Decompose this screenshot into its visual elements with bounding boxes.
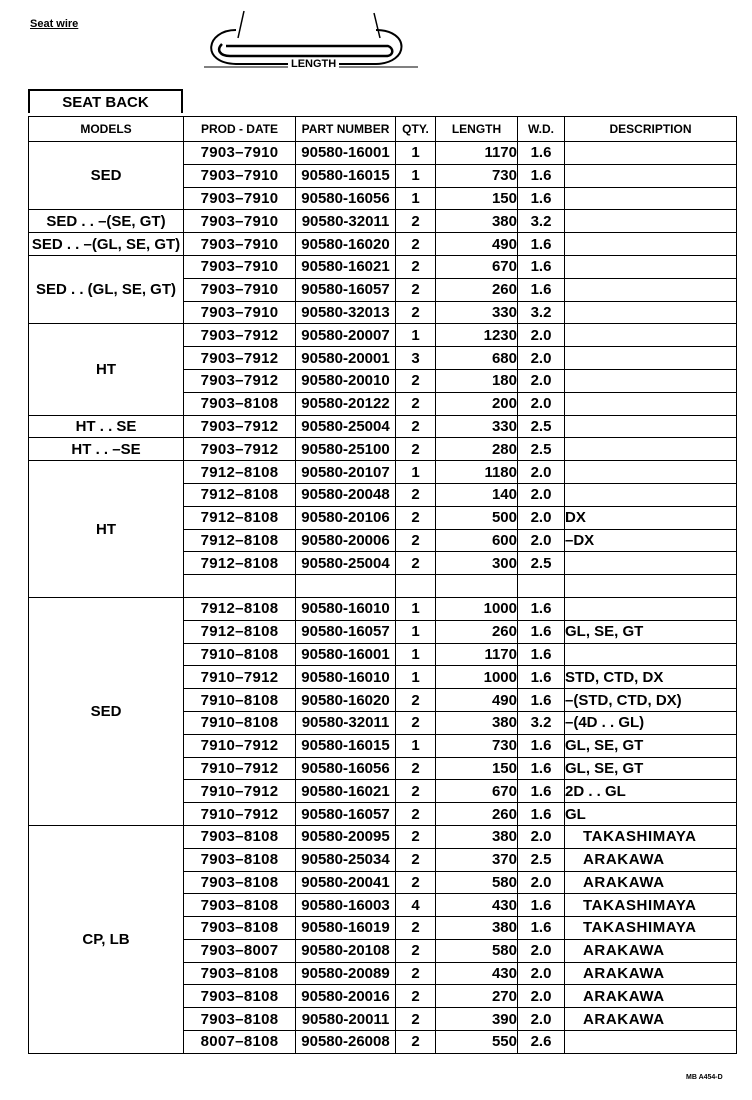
qty-cell: 2 xyxy=(396,689,436,712)
prod-date-cell: 7903–8108 xyxy=(184,871,296,894)
part-number-cell: 90580-16057 xyxy=(296,803,396,826)
column-header: QTY. xyxy=(396,117,436,142)
part-number-cell: 90580-16020 xyxy=(296,233,396,256)
wire-diameter-cell: 2.0 xyxy=(518,825,565,848)
wire-diameter-cell: 1.6 xyxy=(518,643,565,666)
part-number-cell: 90580-16056 xyxy=(296,187,396,210)
length-cell: 550 xyxy=(436,1031,518,1054)
length-cell: 200 xyxy=(436,392,518,415)
part-number-cell: 90580-20107 xyxy=(296,461,396,484)
prod-date-cell: 7903–7912 xyxy=(184,415,296,438)
part-number-cell: 90580-32011 xyxy=(296,210,396,233)
part-number-cell: 90580-16057 xyxy=(296,278,396,301)
description-cell xyxy=(565,255,737,278)
prod-date-cell: 7912–8108 xyxy=(184,461,296,484)
qty-cell: 1 xyxy=(396,643,436,666)
qty-cell: 2 xyxy=(396,939,436,962)
wire-diameter-cell: 1.6 xyxy=(518,278,565,301)
prod-date-cell: 7903–7912 xyxy=(184,324,296,347)
wire-diameter-cell: 1.6 xyxy=(518,803,565,826)
column-header: PROD - DATE xyxy=(184,117,296,142)
length-cell: 1170 xyxy=(436,643,518,666)
prod-date-cell: 7912–8108 xyxy=(184,620,296,643)
length-cell: 490 xyxy=(436,233,518,256)
prod-date-cell: 7910–8108 xyxy=(184,711,296,734)
length-cell: 150 xyxy=(436,757,518,780)
part-number-cell: 90580-16001 xyxy=(296,142,396,165)
length-cell: 430 xyxy=(436,962,518,985)
part-number-cell: 90580-20001 xyxy=(296,347,396,370)
qty-cell: 2 xyxy=(396,255,436,278)
part-number-cell: 90580-25004 xyxy=(296,552,396,575)
length-cell: 1170 xyxy=(436,142,518,165)
model-cell: HT xyxy=(29,324,184,415)
column-header: MODELS xyxy=(29,117,184,142)
qty-cell: 2 xyxy=(396,780,436,803)
description-cell xyxy=(565,392,737,415)
description-cell: STD, CTD, DX xyxy=(565,666,737,689)
prod-date-cell: 7903–8108 xyxy=(184,825,296,848)
table-row xyxy=(29,597,737,620)
length-cell: 430 xyxy=(436,894,518,917)
prod-date-cell: 7912–8108 xyxy=(184,506,296,529)
prod-date-cell: 7903–7912 xyxy=(184,347,296,370)
qty-cell: 2 xyxy=(396,301,436,324)
part-number-cell: 90580-16010 xyxy=(296,666,396,689)
qty-cell: 2 xyxy=(396,711,436,734)
prod-date-cell: 7903–7910 xyxy=(184,142,296,165)
qty-cell: 1 xyxy=(396,142,436,165)
length-cell: 380 xyxy=(436,210,518,233)
column-header: LENGTH xyxy=(436,117,518,142)
prod-date-cell: 7910–7912 xyxy=(184,803,296,826)
part-number-cell: 90580-20122 xyxy=(296,392,396,415)
description-cell xyxy=(565,347,737,370)
prod-date-cell: 7903–7910 xyxy=(184,164,296,187)
wire-diameter-cell: 2.0 xyxy=(518,506,565,529)
wire-diameter-cell: 2.0 xyxy=(518,392,565,415)
length-cell: 380 xyxy=(436,825,518,848)
prod-date-cell: 7903–8108 xyxy=(184,894,296,917)
description-cell: ARAKAWA xyxy=(565,962,737,985)
qty-cell: 2 xyxy=(396,233,436,256)
part-number-cell: 90580-25034 xyxy=(296,848,396,871)
description-cell xyxy=(565,438,737,461)
wire-diameter-cell: 2.5 xyxy=(518,415,565,438)
length-cell: 600 xyxy=(436,529,518,552)
description-cell xyxy=(565,233,737,256)
qty-cell: 2 xyxy=(396,506,436,529)
model-cell: SED xyxy=(29,142,184,210)
diagram-length-label: LENGTH xyxy=(288,58,339,70)
prod-date-cell: 7903–8108 xyxy=(184,962,296,985)
qty-cell: 2 xyxy=(396,825,436,848)
wire-diameter-cell: 2.5 xyxy=(518,848,565,871)
length-cell: 1180 xyxy=(436,461,518,484)
prod-date-cell: 7910–7912 xyxy=(184,780,296,803)
model-cell: CP, LB xyxy=(29,825,184,1053)
wire-diameter-cell: 1.6 xyxy=(518,917,565,940)
qty-cell: 2 xyxy=(396,803,436,826)
column-header: W.D. xyxy=(518,117,565,142)
table-body xyxy=(29,142,737,1054)
part-number-cell: 90580-20041 xyxy=(296,871,396,894)
description-cell: ARAKAWA xyxy=(565,985,737,1008)
description-cell xyxy=(565,210,737,233)
description-cell: GL, SE, GT xyxy=(565,734,737,757)
reference-code: MB A454-D xyxy=(686,1074,723,1081)
part-number-cell: 90580-16015 xyxy=(296,164,396,187)
wire-diameter-cell: 2.0 xyxy=(518,985,565,1008)
prod-date-cell: 7903–7910 xyxy=(184,233,296,256)
qty-cell: 1 xyxy=(396,666,436,689)
prod-date-cell: 7912–8108 xyxy=(184,529,296,552)
description-cell: 2D . . GL xyxy=(565,780,737,803)
wire-diameter-cell: 1.6 xyxy=(518,780,565,803)
prod-date-cell: 7910–7912 xyxy=(184,757,296,780)
qty-cell: 1 xyxy=(396,164,436,187)
wire-diameter-cell: 1.6 xyxy=(518,164,565,187)
part-number-cell: 90580-20010 xyxy=(296,369,396,392)
part-number-cell: 90580-20006 xyxy=(296,529,396,552)
part-number-cell: 90580-20095 xyxy=(296,825,396,848)
column-header: PART NUMBER xyxy=(296,117,396,142)
length-cell: 330 xyxy=(436,301,518,324)
table-row xyxy=(29,233,737,256)
description-cell xyxy=(565,301,737,324)
length-cell: 390 xyxy=(436,1008,518,1031)
qty-cell: 2 xyxy=(396,369,436,392)
prod-date-cell: 7903–8108 xyxy=(184,392,296,415)
prod-date-cell: 7910–8108 xyxy=(184,643,296,666)
description-cell: ARAKAWA xyxy=(565,1008,737,1031)
part-number-cell: 90580-16020 xyxy=(296,689,396,712)
length-cell: 370 xyxy=(436,848,518,871)
prod-date-cell: 7903–7912 xyxy=(184,438,296,461)
part-number-cell: 90580-16010 xyxy=(296,597,396,620)
length-cell: 670 xyxy=(436,255,518,278)
description-cell: –(4D . . GL) xyxy=(565,711,737,734)
wire-diameter-cell: 2.0 xyxy=(518,461,565,484)
qty-cell: 2 xyxy=(396,529,436,552)
wire-diameter-cell: 1.6 xyxy=(518,233,565,256)
model-cell: HT . . SE xyxy=(29,415,184,438)
prod-date-cell: 7903–7910 xyxy=(184,255,296,278)
length-cell: 580 xyxy=(436,871,518,894)
model-cell: HT xyxy=(29,461,184,598)
wire-diameter-cell: 3.2 xyxy=(518,711,565,734)
wire-diameter-cell: 2.0 xyxy=(518,871,565,894)
length-cell: 260 xyxy=(436,620,518,643)
part-number-cell: 90580-20089 xyxy=(296,962,396,985)
length-cell: 260 xyxy=(436,278,518,301)
description-cell: –DX xyxy=(565,529,737,552)
table-row xyxy=(29,415,737,438)
length-cell: 380 xyxy=(436,711,518,734)
length-cell: 280 xyxy=(436,438,518,461)
wire-diameter-cell: 2.0 xyxy=(518,347,565,370)
wire-diameter-cell: 2.0 xyxy=(518,369,565,392)
wire-diameter-cell: 3.2 xyxy=(518,301,565,324)
part-number-cell: 90580-16001 xyxy=(296,643,396,666)
description-cell xyxy=(565,278,737,301)
length-cell: 330 xyxy=(436,415,518,438)
model-cell: SED . . –(SE, GT) xyxy=(29,210,184,233)
part-number-cell: 90580-16057 xyxy=(296,620,396,643)
length-cell: 1000 xyxy=(436,666,518,689)
part-number-cell: 90580-20007 xyxy=(296,324,396,347)
qty-cell: 3 xyxy=(396,347,436,370)
wire-diameter-cell: 1.6 xyxy=(518,894,565,917)
qty-cell: 2 xyxy=(396,985,436,1008)
description-cell xyxy=(565,187,737,210)
seat-wire-label: Seat wire xyxy=(30,18,79,30)
wire-diameter-cell: 2.0 xyxy=(518,529,565,552)
prod-date-cell: 7903–7910 xyxy=(184,187,296,210)
part-number-cell: 90580-25004 xyxy=(296,415,396,438)
description-cell xyxy=(565,461,737,484)
wire-diameter-cell: 3.2 xyxy=(518,210,565,233)
prod-date-cell: 7912–8108 xyxy=(184,552,296,575)
wire-diameter-cell: 1.6 xyxy=(518,597,565,620)
part-number-cell: 90580-20108 xyxy=(296,939,396,962)
prod-date-cell: 7903–7910 xyxy=(184,210,296,233)
length-cell: 140 xyxy=(436,483,518,506)
prod-date-cell: 7903–8007 xyxy=(184,939,296,962)
length-cell: 730 xyxy=(436,164,518,187)
qty-cell: 1 xyxy=(396,620,436,643)
qty-cell xyxy=(396,575,436,598)
prod-date-cell: 7903–8108 xyxy=(184,848,296,871)
qty-cell: 4 xyxy=(396,894,436,917)
description-cell xyxy=(565,597,737,620)
part-number-cell: 90580-16021 xyxy=(296,255,396,278)
qty-cell: 2 xyxy=(396,483,436,506)
prod-date-cell: 7912–8108 xyxy=(184,597,296,620)
prod-date-cell: 7903–8108 xyxy=(184,985,296,1008)
length-cell: 680 xyxy=(436,347,518,370)
length-cell: 180 xyxy=(436,369,518,392)
wire-diameter-cell: 2.0 xyxy=(518,939,565,962)
wire-diameter-cell: 2.0 xyxy=(518,1008,565,1031)
seat-back-parts-table xyxy=(28,116,737,1054)
length-cell: 270 xyxy=(436,985,518,1008)
prod-date-cell: 7903–8108 xyxy=(184,1008,296,1031)
part-number-cell: 90580-16056 xyxy=(296,757,396,780)
qty-cell: 2 xyxy=(396,871,436,894)
length-cell: 670 xyxy=(436,780,518,803)
description-cell: GL, SE, GT xyxy=(565,757,737,780)
prod-date-cell: 7910–8108 xyxy=(184,689,296,712)
description-cell xyxy=(565,164,737,187)
qty-cell: 2 xyxy=(396,962,436,985)
table-row xyxy=(29,825,737,848)
wire-diameter-cell: 1.6 xyxy=(518,187,565,210)
part-number-cell xyxy=(296,575,396,598)
length-cell: 1230 xyxy=(436,324,518,347)
prod-date-cell: 7903–7910 xyxy=(184,301,296,324)
length-cell: 150 xyxy=(436,187,518,210)
length-cell xyxy=(436,575,518,598)
part-number-cell: 90580-20011 xyxy=(296,1008,396,1031)
description-cell xyxy=(565,552,737,575)
part-number-cell: 90580-16019 xyxy=(296,917,396,940)
qty-cell: 2 xyxy=(396,438,436,461)
length-cell: 300 xyxy=(436,552,518,575)
length-cell: 500 xyxy=(436,506,518,529)
description-cell: GL xyxy=(565,803,737,826)
prod-date-cell: 7903–8108 xyxy=(184,917,296,940)
table-header-row xyxy=(29,117,737,142)
wire-diameter-cell: 2.6 xyxy=(518,1031,565,1054)
part-number-cell: 90580-32011 xyxy=(296,711,396,734)
model-cell: SED . . (GL, SE, GT) xyxy=(29,255,184,323)
description-cell: GL, SE, GT xyxy=(565,620,737,643)
prod-date-cell: 7910–7912 xyxy=(184,666,296,689)
prod-date-cell: 8007–8108 xyxy=(184,1031,296,1054)
part-number-cell: 90580-16015 xyxy=(296,734,396,757)
part-number-cell: 90580-16021 xyxy=(296,780,396,803)
part-number-cell: 90580-20048 xyxy=(296,483,396,506)
prod-date-cell: 7903–7912 xyxy=(184,369,296,392)
length-cell: 380 xyxy=(436,917,518,940)
model-cell: SED xyxy=(29,597,184,825)
length-cell: 490 xyxy=(436,689,518,712)
description-cell xyxy=(565,142,737,165)
length-cell: 580 xyxy=(436,939,518,962)
qty-cell: 2 xyxy=(396,278,436,301)
qty-cell: 2 xyxy=(396,210,436,233)
description-cell xyxy=(565,324,737,347)
qty-cell: 2 xyxy=(396,392,436,415)
qty-cell: 2 xyxy=(396,552,436,575)
wire-diameter-cell: 1.6 xyxy=(518,255,565,278)
part-number-cell: 90580-20016 xyxy=(296,985,396,1008)
description-cell: TAKASHIMAYA xyxy=(565,894,737,917)
column-header: DESCRIPTION xyxy=(565,117,737,142)
wire-diameter-cell: 1.6 xyxy=(518,734,565,757)
wire-diameter-cell: 1.6 xyxy=(518,620,565,643)
prod-date-cell: 7903–7910 xyxy=(184,278,296,301)
table-row xyxy=(29,210,737,233)
qty-cell: 2 xyxy=(396,917,436,940)
table-row xyxy=(29,461,737,484)
length-cell: 260 xyxy=(436,803,518,826)
part-number-cell: 90580-25100 xyxy=(296,438,396,461)
table-row xyxy=(29,324,737,347)
table-row xyxy=(29,142,737,165)
table-row xyxy=(29,438,737,461)
description-cell: ARAKAWA xyxy=(565,871,737,894)
part-number-cell: 90580-16003 xyxy=(296,894,396,917)
wire-diameter-cell: 2.5 xyxy=(518,552,565,575)
model-cell: HT . . –SE xyxy=(29,438,184,461)
description-cell xyxy=(565,415,737,438)
qty-cell: 1 xyxy=(396,187,436,210)
wire-diameter-cell: 1.6 xyxy=(518,142,565,165)
section-title: SEAT BACK xyxy=(28,89,183,113)
qty-cell: 1 xyxy=(396,324,436,347)
wire-diameter-cell: 1.6 xyxy=(518,757,565,780)
description-cell: ARAKAWA xyxy=(565,848,737,871)
qty-cell: 2 xyxy=(396,1008,436,1031)
description-cell: –(STD, CTD, DX) xyxy=(565,689,737,712)
description-cell: ARAKAWA xyxy=(565,939,737,962)
wire-diameter-cell: 2.0 xyxy=(518,962,565,985)
wire-diameter-cell xyxy=(518,575,565,598)
description-cell: TAKASHIMAYA xyxy=(565,825,737,848)
description-cell xyxy=(565,643,737,666)
model-cell: SED . . –(GL, SE, GT) xyxy=(29,233,184,256)
wire-diameter-cell: 1.6 xyxy=(518,666,565,689)
qty-cell: 1 xyxy=(396,734,436,757)
wire-diameter-cell: 2.0 xyxy=(518,483,565,506)
description-cell xyxy=(565,483,737,506)
part-number-cell: 90580-20106 xyxy=(296,506,396,529)
qty-cell: 2 xyxy=(396,415,436,438)
description-cell: TAKASHIMAYA xyxy=(565,917,737,940)
description-cell: DX xyxy=(565,506,737,529)
wire-diameter-cell: 1.6 xyxy=(518,689,565,712)
description-cell xyxy=(565,1031,737,1054)
part-number-cell: 90580-26008 xyxy=(296,1031,396,1054)
wire-diameter-cell: 2.5 xyxy=(518,438,565,461)
prod-date-cell xyxy=(184,575,296,598)
length-cell: 730 xyxy=(436,734,518,757)
qty-cell: 1 xyxy=(396,597,436,620)
description-cell xyxy=(565,575,737,598)
length-cell: 1000 xyxy=(436,597,518,620)
table-row xyxy=(29,255,737,278)
part-number-cell: 90580-32013 xyxy=(296,301,396,324)
prod-date-cell: 7910–7912 xyxy=(184,734,296,757)
prod-date-cell: 7912–8108 xyxy=(184,483,296,506)
qty-cell: 2 xyxy=(396,1031,436,1054)
description-cell xyxy=(565,369,737,392)
qty-cell: 2 xyxy=(396,757,436,780)
qty-cell: 1 xyxy=(396,461,436,484)
wire-diameter-cell: 2.0 xyxy=(518,324,565,347)
qty-cell: 2 xyxy=(396,848,436,871)
